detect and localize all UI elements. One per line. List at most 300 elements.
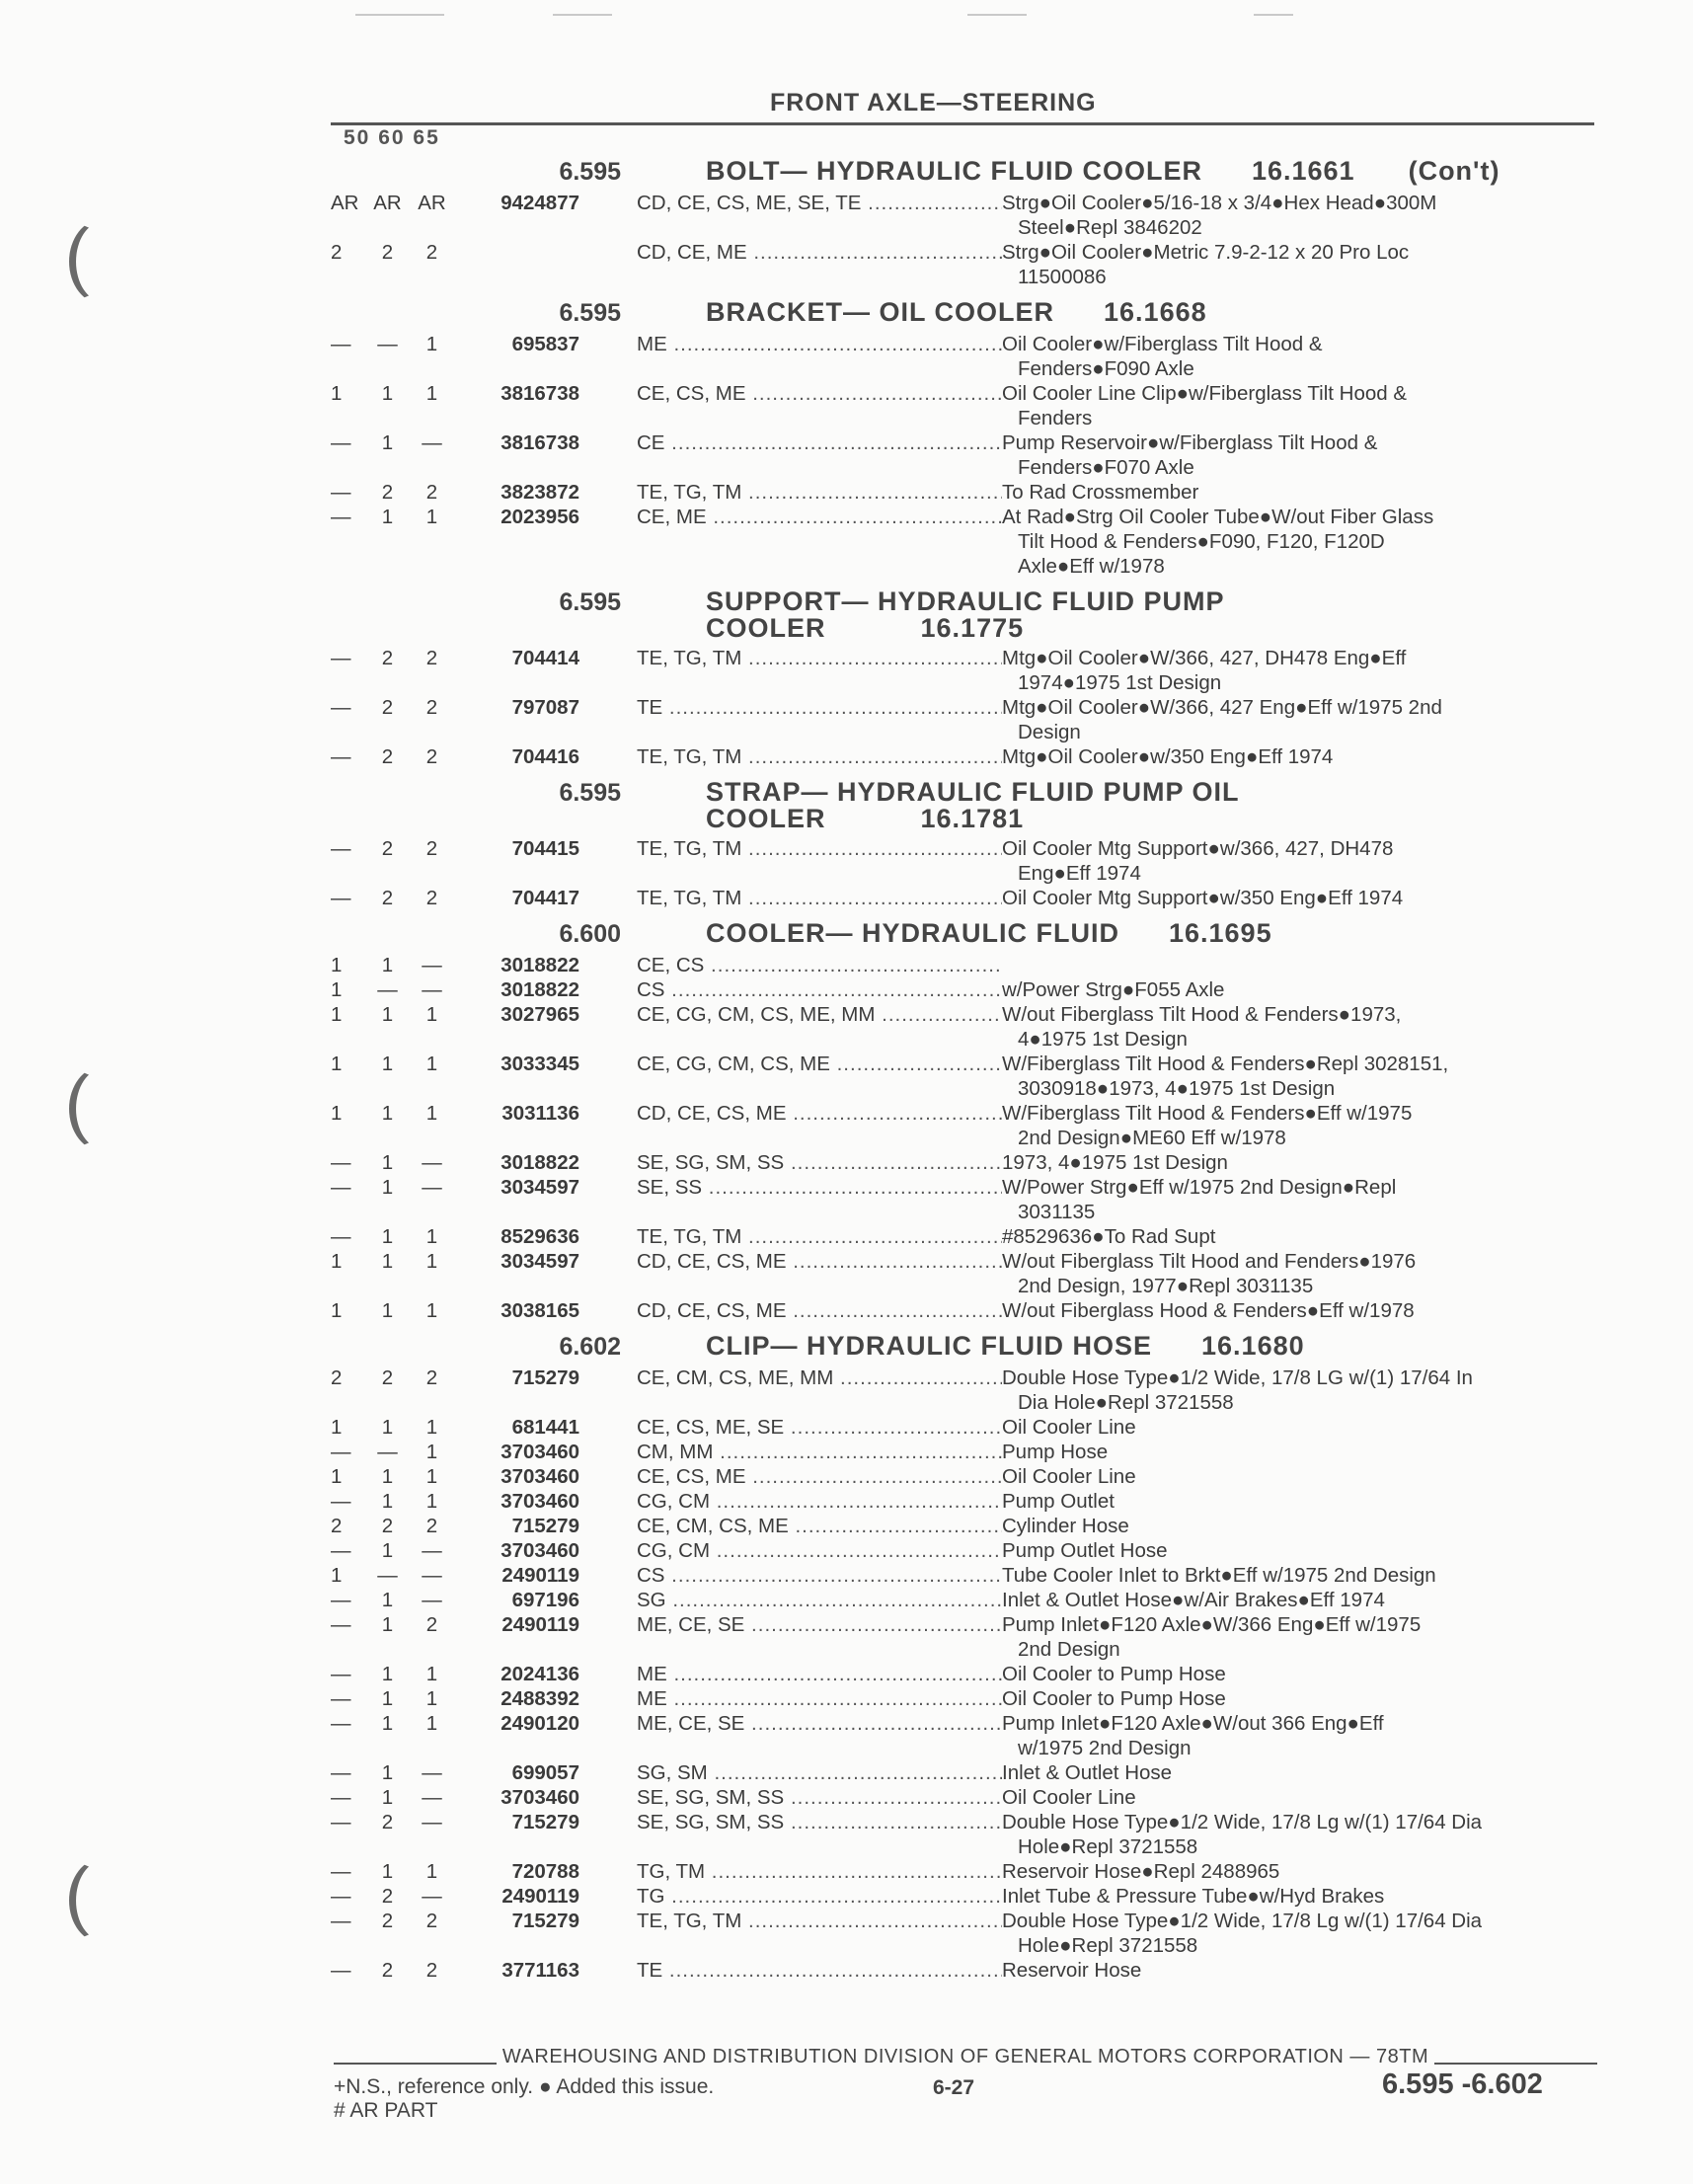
model-usage-text: TG, TM: [637, 1860, 706, 1883]
part-number: 3816738: [500, 382, 579, 405]
quantity-cell: —: [331, 837, 351, 860]
part-row: [331, 1563, 1604, 1588]
description-line: Pump Inlet●F120 Axle●W/366 Eng●Eff w/1975: [1002, 1613, 1422, 1636]
quantity-cell: 1: [331, 1250, 343, 1273]
quantity-cell: —: [422, 954, 442, 976]
quantity-cell: 1: [381, 1225, 394, 1248]
section-header: [331, 775, 1604, 832]
part-row: [331, 1810, 1604, 1859]
part-number: 695837: [511, 333, 579, 355]
description-line: Pump Outlet: [1002, 1490, 1115, 1513]
part-number: 3034597: [500, 1176, 579, 1199]
quantity-cell: 1: [381, 1003, 394, 1026]
part-number: 715279: [511, 1811, 579, 1833]
part-number: 3703460: [500, 1465, 579, 1488]
part-row: [331, 1052, 1604, 1101]
quantity-cell: 2: [425, 1910, 438, 1932]
part-description: [1002, 1249, 1573, 1298]
description-line: At Rad●Strg Oil Cooler Tube●W/out Fiber Glass: [1002, 506, 1434, 528]
part-description: [1002, 1489, 1573, 1514]
footer-rule: [1434, 2063, 1597, 2065]
part-description: [1002, 1150, 1573, 1175]
model-usage-text: TE: [637, 696, 663, 719]
part-description: [1002, 1958, 1573, 1983]
footer-division-line: [334, 2046, 1597, 2068]
part-description: [1002, 1415, 1573, 1440]
quantity-cell: —: [331, 1712, 351, 1735]
description-line: Fenders: [1018, 407, 1093, 429]
quantity-cell: 1: [425, 1712, 438, 1735]
quantity-cell: 2: [381, 887, 394, 909]
quantity-cell: —: [377, 978, 398, 1001]
quantity-cell: 1: [381, 1539, 394, 1562]
quantity-cell: 2: [381, 837, 394, 860]
quantity-cell: 2: [381, 1366, 394, 1389]
part-description: [1002, 1810, 1573, 1859]
section-header: [331, 295, 1604, 328]
quantity-cell: —: [422, 1589, 442, 1611]
section-title-text: SUPPORT— HYDRAULIC FLUID PUMP: [706, 586, 1225, 616]
header-rule: [331, 122, 1594, 125]
part-number: 3703460: [500, 1441, 579, 1463]
part-description: [1002, 480, 1573, 505]
model-usage-text: CD, CE, CS, ME: [637, 1299, 787, 1322]
model-usage: [637, 744, 1002, 769]
part-description: [1002, 1224, 1573, 1249]
model-usage-text: CS: [637, 1564, 665, 1587]
description-line: Oil Cooler to Pump Hose: [1002, 1663, 1226, 1685]
section-title: [706, 154, 1500, 185]
quantity-cell: 1: [381, 1299, 394, 1322]
model-usage: [637, 1662, 1002, 1686]
part-row: [331, 1588, 1604, 1612]
model-usage: [637, 191, 1002, 215]
model-usage: [637, 1538, 1002, 1563]
quantity-cell: 2: [425, 745, 438, 768]
part-row: [331, 1538, 1604, 1563]
quantity-cell: —: [331, 1959, 351, 1982]
part-description: [1002, 1785, 1573, 1810]
top-edge-mark: [553, 14, 612, 16]
model-usage-text: SE, SG, SM, SS: [637, 1786, 785, 1809]
quantity-cell: 1: [425, 1299, 438, 1322]
description-line: Inlet & Outlet Hose: [1002, 1761, 1173, 1784]
model-usage-text: TE, TG, TM: [637, 887, 742, 909]
description-line: Double Hose Type●1/2 Wide, 17/8 Lg w/(1) 17/64 Dia: [1002, 1910, 1483, 1932]
model-usage: [637, 1489, 1002, 1514]
section-header: [331, 154, 1604, 187]
description-line: Axle●Eff w/1978: [1018, 555, 1165, 578]
model-usage-text: CE: [637, 431, 665, 454]
quantity-cell: —: [331, 1663, 351, 1685]
description-line: Oil Cooler Mtg Support●w/350 Eng●Eff 1974: [1002, 887, 1404, 909]
model-usage: [637, 1464, 1002, 1489]
model-usage: [637, 1365, 1002, 1390]
description-line: Oil Cooler●w/Fiberglass Tilt Hood &: [1002, 333, 1323, 355]
description-line: Oil Cooler Mtg Support●w/366, 427, DH478: [1002, 837, 1394, 860]
description-line: Steel●Repl 3846202: [1018, 216, 1202, 239]
description-line: Reservoir Hose●Repl 2488965: [1002, 1860, 1280, 1883]
part-number: 715279: [511, 1515, 579, 1537]
section-header: [331, 585, 1604, 642]
quantity-cell: 2: [381, 1959, 394, 1982]
part-description: [1002, 886, 1573, 910]
quantity-cell: —: [331, 1786, 351, 1809]
part-row: [331, 744, 1604, 769]
quantity-cell: —: [422, 1151, 442, 1174]
model-usage-text: SE, SG, SM, SS: [637, 1811, 785, 1833]
section-title: [706, 775, 1240, 832]
quantity-cell: 1: [331, 954, 343, 976]
model-usage: [637, 886, 1002, 910]
part-number: 2490120: [500, 1712, 579, 1735]
section-header: [331, 1329, 1604, 1362]
quantity-cell: 1: [381, 1663, 394, 1685]
top-edge-mark: [355, 14, 444, 16]
quantity-cell: —: [377, 333, 398, 355]
quantity-cell: 1: [331, 1102, 343, 1125]
quantity-cell: —: [377, 1564, 398, 1587]
quantity-cell: 1: [381, 1589, 394, 1611]
description-line: W/Fiberglass Tilt Hood & Fenders●Eff w/1975: [1002, 1102, 1413, 1125]
model-usage-text: CD, CE, CS, ME: [637, 1102, 787, 1125]
quantity-cell: 1: [331, 1465, 343, 1488]
section-ref: 6.595: [559, 299, 621, 327]
description-line: 1974●1975 1st Design: [1018, 671, 1222, 694]
part-row: [331, 1760, 1604, 1785]
model-usage-text: ME: [637, 1663, 667, 1685]
quantity-cell: 2: [425, 481, 438, 504]
part-number: 697196: [511, 1589, 579, 1611]
model-usage-text: ME: [637, 333, 667, 355]
description-line: Double Hose Type●1/2 Wide, 17/8 Lg w/(1) 17/64 Dia: [1002, 1811, 1483, 1833]
part-description: [1002, 953, 1573, 977]
footer-rule: [334, 2063, 497, 2065]
parts-list: [331, 148, 1604, 1983]
part-row: [331, 1711, 1604, 1760]
quantity-cell: 1: [425, 506, 438, 528]
quantity-cell: —: [331, 1613, 351, 1636]
model-usage: [637, 1760, 1002, 1785]
part-description: [1002, 1002, 1573, 1052]
model-usage-text: CE, CS: [637, 954, 705, 976]
quantity-cell: 1: [381, 1490, 394, 1513]
quantity-cell: 1: [425, 1102, 438, 1125]
quantity-cell: 1: [381, 1687, 394, 1710]
part-number: 3703460: [500, 1490, 579, 1513]
part-row: [331, 1298, 1604, 1323]
page-range: 6.595 -6.602: [1382, 2068, 1543, 2100]
model-usage: [637, 240, 1002, 265]
quantity-cell: 2: [425, 1959, 438, 1982]
part-number: 2023956: [500, 506, 579, 528]
part-row: [331, 1909, 1604, 1958]
quantity-cell: —: [331, 1176, 351, 1199]
page-number: 6-27: [933, 2076, 975, 2099]
quantity-cell: —: [331, 745, 351, 768]
quantity-cell: 2: [425, 1515, 438, 1537]
model-usage-text: TE, TG, TM: [637, 481, 742, 504]
part-row: [331, 646, 1604, 695]
part-number: 3027965: [500, 1003, 579, 1026]
part-row: [331, 480, 1604, 505]
binder-hole: [69, 1858, 135, 1943]
section-code: 16.1661: [1251, 156, 1355, 186]
description-line: Tube Cooler Inlet to Brkt●Eff w/1975 2nd Design: [1002, 1564, 1436, 1587]
footer-notes: [334, 2075, 714, 2123]
quantity-cell: AR: [373, 192, 402, 214]
part-number: 3703460: [500, 1539, 579, 1562]
part-number: 699057: [511, 1761, 579, 1784]
quantity-cell: 1: [425, 1860, 438, 1883]
section-code: 16.1781: [920, 804, 1025, 833]
quantity-cell: —: [331, 1539, 351, 1562]
model-usage: [637, 1785, 1002, 1810]
model-usage-text: CM, MM: [637, 1441, 714, 1463]
part-row: [331, 1175, 1604, 1224]
footer-division: WAREHOUSING AND DISTRIBUTION DIVISION OF GENERAL MOTORS CORPORATION — 78TM: [501, 2046, 1429, 2067]
model-usage: [637, 1175, 1002, 1200]
quantity-cell: 1: [425, 1687, 438, 1710]
model-usage-text: TE, TG, TM: [637, 745, 742, 768]
part-number: 704417: [511, 887, 579, 909]
model-usage: [637, 505, 1002, 529]
quantity-cell: 1: [381, 1151, 394, 1174]
quantity-cell: 2: [425, 647, 438, 669]
quantity-cell: —: [422, 1761, 442, 1784]
model-usage: [637, 1686, 1002, 1711]
model-usage-text: CE, CM, CS, ME, MM: [637, 1366, 834, 1389]
model-usage: [637, 1150, 1002, 1175]
quantity-cell: —: [422, 1786, 442, 1809]
description-line: Inlet & Outlet Hose●w/Air Brakes●Eff 1974: [1002, 1589, 1385, 1611]
quantity-cell: 2: [381, 481, 394, 504]
footer-note-ns: +N.S., reference only. ● Added this issue.: [334, 2075, 715, 2098]
description-line: Fenders●F090 Axle: [1018, 357, 1194, 380]
quantity-cell: 1: [381, 1250, 394, 1273]
model-usage-text: CE, CS, ME: [637, 382, 746, 405]
part-number: 2490119: [501, 1885, 579, 1908]
section-title: [706, 585, 1225, 642]
description-line: Hole●Repl 3721558: [1018, 1934, 1198, 1957]
quantity-cell: 2: [381, 1910, 394, 1932]
part-number: 3771163: [501, 1959, 579, 1982]
quantity-cell: —: [331, 431, 351, 454]
part-description: [1002, 1440, 1573, 1464]
top-edge-mark: [1254, 14, 1293, 16]
quantity-cell: 1: [331, 1416, 343, 1439]
part-number: 3816738: [500, 431, 579, 454]
quantity-cell: 2: [425, 241, 438, 264]
quantity-cell: —: [331, 1761, 351, 1784]
quantity-cell: 2: [381, 1811, 394, 1833]
model-usage-text: TE, TG, TM: [637, 1225, 742, 1248]
description-line: w/Power Strg●F055 Axle: [1002, 978, 1225, 1001]
part-row: [331, 1440, 1604, 1464]
quantity-cell: 1: [381, 954, 394, 976]
model-usage-text: SE, SG, SM, SS: [637, 1151, 785, 1174]
part-row: [331, 505, 1604, 579]
quantity-cell: —: [422, 1539, 442, 1562]
model-usage-text: CE, CS, ME, SE: [637, 1416, 785, 1439]
quantity-cell: 1: [425, 1663, 438, 1685]
model-usage: [637, 1588, 1002, 1612]
quantity-cell: 1: [381, 1712, 394, 1735]
quantity-cell: 2: [381, 1885, 394, 1908]
description-line: [1002, 953, 1573, 977]
description-line: Oil Cooler Line: [1002, 1786, 1136, 1809]
quantity-cell: 1: [381, 506, 394, 528]
description-line: #8529636●To Rad Supt: [1002, 1225, 1216, 1248]
model-usage: [637, 1810, 1002, 1834]
part-row: [331, 332, 1604, 381]
description-line: W/out Fiberglass Hood & Fenders●Eff w/1978: [1002, 1299, 1415, 1322]
footer-note-ar: # AR PART: [334, 2099, 438, 2122]
quantity-cell: 1: [425, 1490, 438, 1513]
part-number: 797087: [511, 696, 579, 719]
part-description: [1002, 1365, 1573, 1415]
model-usage-text: CG, CM: [637, 1490, 711, 1513]
quantity-cell: 1: [331, 1564, 343, 1587]
model-usage: [637, 1440, 1002, 1464]
model-usage: [637, 381, 1002, 406]
part-row: [331, 1686, 1604, 1711]
description-line: Pump Inlet●F120 Axle●W/out 366 Eng●Eff: [1002, 1712, 1384, 1735]
description-line: Cylinder Hose: [1002, 1515, 1129, 1537]
section-title: [706, 1329, 1305, 1360]
description-line: W/Power Strg●Eff w/1975 2nd Design●Repl: [1002, 1176, 1397, 1199]
part-number: 715279: [511, 1366, 579, 1389]
quantity-cell: 2: [331, 241, 343, 264]
description-line: Dia Hole●Repl 3721558: [1018, 1391, 1234, 1414]
description-line: To Rad Crossmember: [1002, 481, 1199, 504]
description-line: W/Fiberglass Tilt Hood & Fenders●Repl 3028151,: [1002, 1053, 1449, 1075]
part-description: [1002, 1538, 1573, 1563]
part-number: 3033345: [500, 1053, 579, 1075]
description-line: Oil Cooler Line: [1002, 1465, 1136, 1488]
part-description: [1002, 191, 1573, 240]
model-usage: [637, 836, 1002, 861]
part-number: 704416: [511, 745, 579, 768]
quantity-cell: AR: [418, 192, 446, 214]
part-description: [1002, 381, 1573, 430]
section-code: 16.1668: [1104, 297, 1207, 327]
quantity-cell: 2: [331, 1515, 343, 1537]
quantity-cell: 1: [425, 333, 438, 355]
model-usage-text: CD, CE, CS, ME: [637, 1250, 787, 1273]
quantity-cell: —: [331, 1885, 351, 1908]
part-description: [1002, 646, 1573, 695]
continued-label: (Con't): [1408, 156, 1501, 186]
quantity-cell: —: [331, 647, 351, 669]
part-row: [331, 1150, 1604, 1175]
description-line: Pump Reservoir●w/Fiberglass Tilt Hood &: [1002, 431, 1378, 454]
quantity-cell: 2: [425, 1366, 438, 1389]
description-line: Mtg●Oil Cooler●w/350 Eng●Eff 1974: [1002, 745, 1334, 768]
description-line: Oil Cooler Line: [1002, 1416, 1136, 1439]
description-line: 2nd Design●ME60 Eff w/1978: [1018, 1127, 1286, 1149]
quantity-cell: —: [331, 333, 351, 355]
quantity-cell: 2: [425, 696, 438, 719]
part-row: [331, 886, 1604, 910]
model-usage-text: ME: [637, 1687, 667, 1710]
part-number: 3703460: [500, 1786, 579, 1809]
description-line: Pump Hose: [1002, 1441, 1109, 1463]
model-usage: [637, 953, 1002, 977]
model-usage: [637, 1711, 1002, 1736]
part-number: 704414: [511, 647, 579, 669]
description-line: Strg●Oil Cooler●5/16-18 x 3/4●Hex Head●300M: [1002, 192, 1437, 214]
quantity-cell: 2: [381, 241, 394, 264]
section-ref: 6.600: [559, 920, 621, 948]
part-row: [331, 1662, 1604, 1686]
part-description: [1002, 1101, 1573, 1150]
quantity-cell: —: [331, 1490, 351, 1513]
binder-hole: [69, 1066, 135, 1151]
model-usage-text: CD, CE, ME: [637, 241, 747, 264]
part-row: [331, 695, 1604, 744]
quantity-cell: 1: [331, 1299, 343, 1322]
quantity-cell: 1: [381, 1786, 394, 1809]
description-line: Mtg●Oil Cooler●W/366, 427 Eng●Eff w/1975 2nd: [1002, 696, 1442, 719]
part-number: 2490119: [501, 1613, 579, 1636]
model-usage: [637, 1884, 1002, 1909]
model-usage: [637, 695, 1002, 720]
part-description: [1002, 1052, 1573, 1101]
quantity-cell: —: [422, 1176, 442, 1199]
model-usage: [637, 1909, 1002, 1933]
description-line: w/1975 2nd Design: [1018, 1737, 1192, 1759]
part-number: 715279: [511, 1910, 579, 1932]
model-usage: [637, 1958, 1002, 1983]
part-row: [331, 1365, 1604, 1415]
model-usage-text: ME, CE, SE: [637, 1613, 745, 1636]
model-usage-text: CG, CM: [637, 1539, 711, 1562]
model-usage: [637, 430, 1002, 455]
description-line: Hole●Repl 3721558: [1018, 1835, 1198, 1858]
description-line: 11500086: [1018, 266, 1107, 288]
quantity-cell: 1: [381, 1465, 394, 1488]
quantity-cell: 1: [331, 382, 343, 405]
part-number: 9424877: [500, 192, 579, 214]
model-usage-text: TE, TG, TM: [637, 837, 742, 860]
quantity-cell: —: [331, 1225, 351, 1248]
page-title: FRONT AXLE—STEERING: [770, 89, 1097, 117]
description-line: Double Hose Type●1/2 Wide, 17/8 LG w/(1) 17/64 In: [1002, 1366, 1473, 1389]
part-number: 3018822: [500, 954, 579, 976]
quantity-cell: —: [331, 1687, 351, 1710]
part-description: [1002, 430, 1573, 480]
part-number: 2024136: [500, 1663, 579, 1685]
quantity-cell: 2: [331, 1366, 343, 1389]
model-usage-text: TE, TG, TM: [637, 1910, 742, 1932]
model-usage: [637, 1612, 1002, 1637]
part-description: [1002, 1662, 1573, 1686]
model-usage-text: CD, CE, CS, ME, SE, TE: [637, 192, 862, 214]
quantity-cell: 1: [425, 382, 438, 405]
part-number: 704415: [511, 837, 579, 860]
section-ref: 6.595: [559, 158, 621, 186]
part-row: [331, 1859, 1604, 1884]
part-number: 3018822: [500, 1151, 579, 1174]
description-line: Design: [1018, 721, 1081, 743]
quantity-cell: 1: [381, 1176, 394, 1199]
description-line: Strg●Oil Cooler●Metric 7.9-2-12 x 20 Pro Loc: [1002, 241, 1410, 264]
part-number: 3823872: [500, 481, 579, 504]
section-code: 16.1680: [1201, 1331, 1305, 1361]
part-row: [331, 191, 1604, 240]
quantity-cell: 1: [381, 431, 394, 454]
